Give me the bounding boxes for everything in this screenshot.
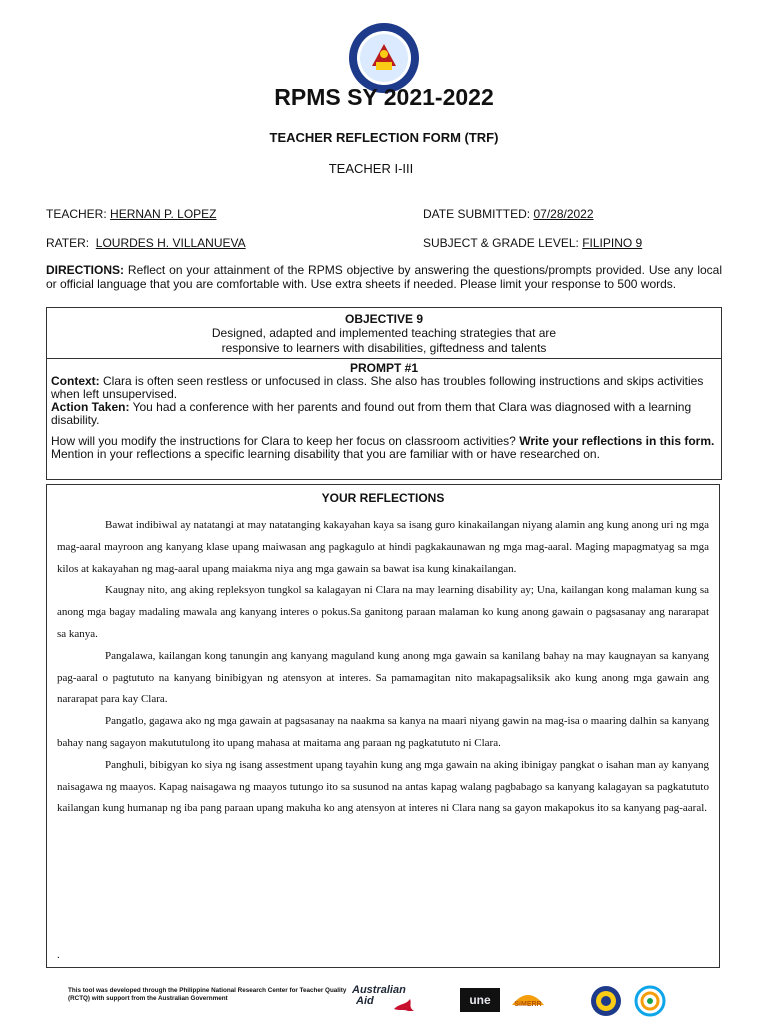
context-label: Context: (51, 374, 100, 388)
objective-prompt-box (46, 307, 722, 480)
prompt-question (51, 435, 717, 461)
rctq-logo (630, 985, 670, 1017)
directions (46, 263, 722, 291)
rater-label: RATER: (46, 236, 90, 250)
une-logo (460, 988, 500, 1012)
directions-label: DIRECTIONS: (46, 263, 124, 277)
page-title: RPMS SY 2021-2022 (274, 84, 494, 110)
university-seal-logo (590, 985, 622, 1017)
prompt-action (51, 401, 717, 427)
date-value: 07/28/2022 (533, 207, 594, 221)
reflection-paragraph: Kaugnay nito, ang aking repleksyon tungkol sa kalagayan ni Clara na may learning disability ay; Una, kailangan kong malaman kung sa anong mga bagay madaling mawala ang kanyang interes o pokus.Sa ganitong paraan malaman ko kung anong gawain o pagsasanay ang nararapat sa kanya. (57, 584, 709, 640)
reflections-box (46, 484, 720, 968)
prompt-body (47, 375, 721, 461)
action-label: Action Taken: (51, 400, 130, 414)
une-text: une (469, 993, 491, 1007)
context-text: Clara is often seen restless or unfocused in class. She also has troubles following instructions and skips activities when left unsupervised. (51, 374, 704, 401)
subject-field (423, 236, 642, 250)
objective-line-2: responsive to learners with disabilities, giftedness and talents (221, 341, 547, 355)
question-bold: Write your reflections in this form. (519, 434, 715, 448)
simerr-text: SiMERR (514, 1001, 542, 1008)
date-field (423, 207, 594, 221)
reflection-paragraph: Pangatlo, gagawa ako ng mga gawain at pagsasanay na naakma sa kanya na maari niyang gawin na mag-isa o maaring dalhin sa kanyang bahay nang sagayon makututulong ito upang mahasa at maitama ang paraan ng pagkatututo ni Clara. (57, 715, 709, 749)
australian-aid-logo (350, 985, 432, 1015)
prompt-heading: PROMPT #1 (349, 361, 418, 375)
rater-field (46, 236, 246, 250)
directions-text: Reflect on your attainment of the RPMS objective by answering the questions/prompts provided. Use any local or official language that you are comfortable with. Use extra sheets if needed. Please limit your response to 500 words. (46, 263, 722, 291)
simerr-icon (508, 985, 548, 1013)
prompt-context (51, 375, 717, 401)
objective-heading: OBJECTIVE 9 (344, 312, 424, 326)
date-label: DATE SUBMITTED: (423, 207, 531, 221)
simerr-logo (508, 985, 548, 1013)
teacher-label: TEACHER: (46, 207, 107, 221)
objective-line-1: Designed, adapted and implemented teaching strategies that are (211, 326, 557, 340)
teacher-field (46, 207, 217, 221)
reflection-paragraph: Panghuli, bibigyan ko siya ng isang assestment upang tayahin kung ang mga gawain na aking ibinigay pangkat o isahan man ay kanyang naisagawa ng maayos. Kapag naisagawa ng maayos tutungo ito sa susunod na antas kapag walang pagbabago sa kanyang kalagayan sa pagkatututo kailangan kung humanap ng iba pang paraan upang makuha ko ang atensyon at interes ni Clara nang sa gayon makapokus ito sa kanyang pag-aaral. (57, 758, 709, 815)
teacher-value: HERNAN P. LOPEZ (110, 207, 217, 221)
reflections-body (57, 515, 709, 820)
form-subtitle: TEACHER REFLECTION FORM (TRF) (269, 130, 499, 145)
trailing-mark: . (57, 949, 60, 961)
question-tail: Mention in your reflections a specific learning disability that you are familiar with or have researched on. (51, 447, 600, 461)
footer-note: This tool was developed through the Philippine National Research Center for Teacher Quality (RCTQ) with support from the Australian Government (68, 987, 347, 1002)
divider (47, 358, 721, 359)
action-text: You had a conference with her parents and found out from them that Clara was diagnosed with a learning disability. (51, 400, 692, 427)
subject-label: SUBJECT & GRADE LEVEL: (423, 236, 579, 250)
teacher-level: TEACHER I-III (328, 161, 414, 176)
reflection-paragraph: Bawat indibiwal ay natatangi at may natatanging kakayahan kaya sa isang guro kinakailangan niyang alamin ang kung anong uri ng mga mag-aaral mayroon ang kanyang klase upang maiwasan ang pagkagulo at hindi pagkakaunawan ng mga mag-aaral. Maging mapagmatyag sa mga kilos at kakayahan ng mag-aaral upang maiakma niya ang mga gawain sa bawat isa kung kinakailangan. (57, 519, 709, 575)
reflection-paragraph: Pangalawa, kailangan kong tanungin ang kanyang maguland kung anong mga gawain sa kanilang bahay na may kaugnayan sa kanyang pag-aaral o pagtututo na kanyang binibigyan ng atensyon at interes. Sa pamamagitan nito makapagsaliksik ako kung anong mga gawain ang nararapat para kay Clara. (57, 649, 709, 706)
aid-line-1: Australian (352, 984, 406, 996)
question-text: How will you modify the instructions for Clara to keep her focus on classroom activities? (51, 434, 516, 448)
subject-value: FILIPINO 9 (582, 236, 643, 250)
aid-line-2: Aid (356, 995, 374, 1007)
rater-value: LOURDES H. VILLANUEVA (95, 236, 246, 250)
reflections-heading: YOUR REFLECTIONS (321, 491, 445, 505)
